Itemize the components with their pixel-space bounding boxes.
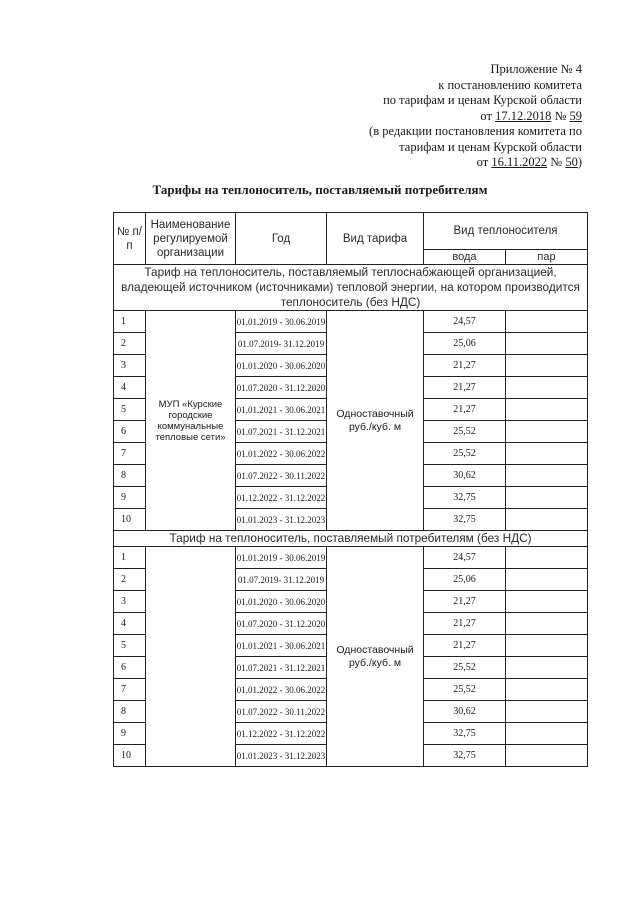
period-cell: 01.07.2019- 31.12.2019 xyxy=(236,333,327,355)
section-title-row xyxy=(114,265,588,311)
header-line: Приложение № 4 xyxy=(490,62,582,76)
period-cell: 01.01.2023 - 31.12.2023 xyxy=(236,509,327,531)
period-cell: 01.07.2021 - 31.12.2021 xyxy=(236,657,327,679)
period-cell: 01.01.2021 - 30.06.2021 xyxy=(236,399,327,421)
steam-tariff-value xyxy=(506,355,588,377)
water-tariff-value: 30,62 xyxy=(424,465,506,487)
tariff-kind-cell: Одноставочный руб./куб. м xyxy=(327,547,424,767)
period-cell: 01.07.2022 - 30.11.2022 xyxy=(236,701,327,723)
row-number: 2 xyxy=(114,333,146,355)
steam-tariff-value xyxy=(506,311,588,333)
period-cell: 01.01.2022 - 30.06.2022 xyxy=(236,443,327,465)
water-tariff-value: 25,52 xyxy=(424,679,506,701)
header-edit-line: тарифам и ценам Курской области xyxy=(399,139,582,154)
row-number: 4 xyxy=(114,377,146,399)
water-tariff-value: 25,06 xyxy=(424,569,506,591)
table-row xyxy=(114,311,588,333)
header-resolution-line xyxy=(282,109,582,125)
steam-tariff-value xyxy=(506,443,588,465)
steam-tariff-value xyxy=(506,701,588,723)
water-tariff-value: 24,57 xyxy=(424,311,506,333)
period-cell: 01.01.2023 - 31.12.2023 xyxy=(236,745,327,767)
section-title: Тариф на теплоноситель, поставляемый теплоснабжающей организацией, владеющей источником (источниками) тепловой энергии, на котором производится теплоноситель (без НДС) xyxy=(114,265,588,311)
water-tariff-value: 25,52 xyxy=(424,443,506,465)
row-number: 1 xyxy=(114,547,146,569)
steam-tariff-value xyxy=(506,399,588,421)
period-cell: 01.07.2020 - 31.12.2020 xyxy=(236,377,327,399)
row-number: 8 xyxy=(114,465,146,487)
period-cell: 01.01.2019 - 30.06.2019 xyxy=(236,547,327,569)
section-title-row xyxy=(114,531,588,547)
steam-tariff-value xyxy=(506,547,588,569)
column-header-number: № п/п xyxy=(114,213,146,265)
steam-tariff-value xyxy=(506,613,588,635)
row-number: 10 xyxy=(114,745,146,767)
period-cell: 01.07.2021 - 31.12.2021 xyxy=(236,421,327,443)
row-number: 7 xyxy=(114,679,146,701)
water-tariff-value: 32,75 xyxy=(424,723,506,745)
period-cell: 01.07.2019- 31.12.2019 xyxy=(236,569,327,591)
edit-date: 16.11.2022 xyxy=(491,155,548,169)
steam-tariff-value xyxy=(506,723,588,745)
period-cell: 01.01.2022 - 30.06.2022 xyxy=(236,679,327,701)
row-number: 9 xyxy=(114,487,146,509)
water-tariff-value: 32,75 xyxy=(424,745,506,767)
row-number: 5 xyxy=(114,635,146,657)
steam-tariff-value xyxy=(506,333,588,355)
organization-cell xyxy=(146,547,236,767)
water-tariff-value: 32,75 xyxy=(424,509,506,531)
water-tariff-value: 24,57 xyxy=(424,547,506,569)
row-number: 5 xyxy=(114,399,146,421)
row-number: 9 xyxy=(114,723,146,745)
row-number: 6 xyxy=(114,657,146,679)
tariff-table xyxy=(113,212,588,767)
resolution-number: 59 xyxy=(569,108,582,123)
table-header-row xyxy=(114,213,588,250)
row-number: 6 xyxy=(114,421,146,443)
column-header-steam: пар xyxy=(506,250,588,265)
steam-tariff-value xyxy=(506,377,588,399)
row-number: 3 xyxy=(114,355,146,377)
steam-tariff-value xyxy=(506,487,588,509)
tariff-table-body xyxy=(114,213,588,767)
row-number: 4 xyxy=(114,613,146,635)
document-title: Тарифы на теплоноситель, поставляемый потребителям xyxy=(152,182,488,197)
steam-tariff-value xyxy=(506,509,588,531)
row-number: 3 xyxy=(114,591,146,613)
water-tariff-value: 21,27 xyxy=(424,591,506,613)
water-tariff-value: 21,27 xyxy=(424,635,506,657)
period-cell: 01.01.2021 - 30.06.2021 xyxy=(236,635,327,657)
water-tariff-value: 21,27 xyxy=(424,377,506,399)
row-number: 7 xyxy=(114,443,146,465)
water-tariff-value: 25,52 xyxy=(424,421,506,443)
steam-tariff-value xyxy=(506,591,588,613)
water-tariff-value: 21,27 xyxy=(424,355,506,377)
water-tariff-value: 25,52 xyxy=(424,657,506,679)
period-cell: 01.07.2020 - 31.12.2020 xyxy=(236,613,327,635)
period-cell: 01.01.2020 - 30.06.2020 xyxy=(236,355,327,377)
table-row xyxy=(114,547,588,569)
column-header-water: вода xyxy=(424,250,506,265)
row-number: 8 xyxy=(114,701,146,723)
column-header-carrier: Вид теплоносителя xyxy=(424,213,588,250)
column-header-year: Год xyxy=(236,213,327,265)
steam-tariff-value xyxy=(506,745,588,767)
water-tariff-value: 25,06 xyxy=(424,333,506,355)
column-header-organization: Наименование регулируемой организации xyxy=(146,213,236,265)
row-number: 2 xyxy=(114,569,146,591)
date-prefix: от xyxy=(480,108,496,123)
steam-tariff-value xyxy=(506,465,588,487)
water-tariff-value: 32,75 xyxy=(424,487,506,509)
water-tariff-value: 30,62 xyxy=(424,701,506,723)
period-cell: 01.07.2022 - 30.11.2022 xyxy=(236,465,327,487)
steam-tariff-value xyxy=(506,635,588,657)
steam-tariff-value xyxy=(506,569,588,591)
header-line: к постановлению комитета xyxy=(438,77,582,92)
steam-tariff-value xyxy=(506,657,588,679)
organization-cell: МУП «Курские городские коммунальные тепловые сети» xyxy=(146,311,236,531)
steam-tariff-value xyxy=(506,421,588,443)
row-number: 10 xyxy=(114,509,146,531)
period-cell: 01.12.2022 - 31.12.2022 xyxy=(236,723,327,745)
period-cell: 01.01.2019 - 30.06.2019 xyxy=(236,311,327,333)
period-cell: 01.01.2020 - 30.06.2020 xyxy=(236,591,327,613)
appendix-header xyxy=(282,62,582,171)
edit-date-prefix: от xyxy=(476,155,492,169)
column-header-tariff-kind: Вид тарифа xyxy=(327,213,424,265)
steam-tariff-value xyxy=(506,679,588,701)
header-line: по тарифам и ценам Курской области xyxy=(383,93,582,107)
section-title: Тариф на теплоноситель, поставляемый потребителям (без НДС) xyxy=(114,531,588,547)
number-prefix: № xyxy=(551,108,570,123)
period-cell: 01.12.2022 - 31.12.2022 xyxy=(236,487,327,509)
edit-suffix: ) xyxy=(577,155,582,169)
row-number: 1 xyxy=(114,311,146,333)
edit-number: 50 xyxy=(565,155,578,169)
header-edit-line: (в редакции постановления комитета по xyxy=(369,124,582,138)
edit-number-prefix: № xyxy=(547,155,566,169)
resolution-date: 17.12.2018 xyxy=(495,108,552,123)
water-tariff-value: 21,27 xyxy=(424,399,506,421)
header-edit-resolution-line xyxy=(282,155,582,171)
tariff-kind-cell: Одноставочный руб./куб. м xyxy=(327,311,424,531)
water-tariff-value: 21,27 xyxy=(424,613,506,635)
